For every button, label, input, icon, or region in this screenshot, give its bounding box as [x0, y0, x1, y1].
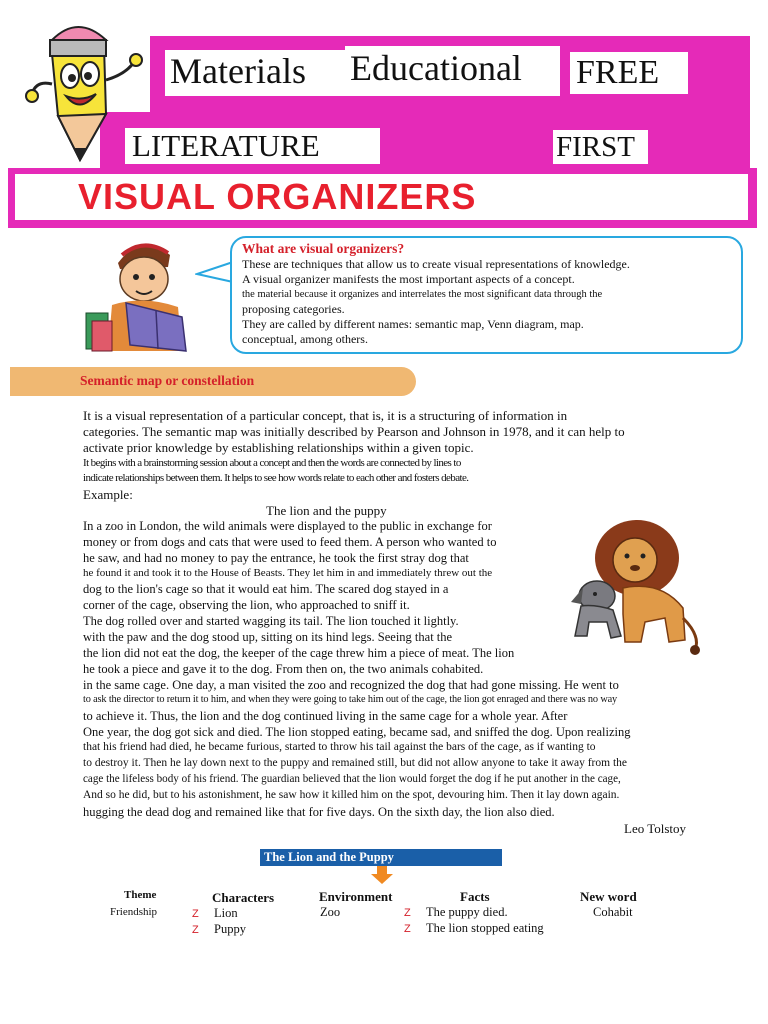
story-line: in the same cage. One day, a man visited the zoo and recognized the dog that had gone missing. He went to — [83, 678, 619, 692]
story-line: cage the lifeless body of his friend. The guardian believed that the lion would forget the dog if he put another in the cage, — [83, 773, 621, 785]
story-line: the lion did not eat the dog, the keeper of the cage threw him a piece of meat. The lion — [83, 646, 515, 660]
story-line: One year, the dog got sick and died. The lion stopped eating, became sad, and sniffed the dog. Upon realizing — [83, 725, 631, 739]
characters-header: Characters — [212, 890, 275, 905]
intro-line: They are called by different names: semantic map, Venn diagram, map. — [242, 317, 584, 331]
story-line: that his friend had died, he became furious, started to throw his tail against the bars of the cage, as if wanting to — [83, 741, 596, 753]
section-line: Example: — [83, 487, 133, 502]
story-line: The dog rolled over and started wagging its tail. The lion touched it lightly. — [83, 614, 459, 628]
story-line: he saw, and had no money to pay the entrance, he took the first stray dog that — [83, 551, 469, 565]
story-line: money or from dogs and cats that were used to feed them. A person who wanted to — [83, 535, 497, 549]
section-line: It begins with a brainstorming session about a concept and then the words are connected by lines to — [83, 457, 461, 469]
bullet-icon: Z — [404, 923, 411, 935]
character-item: Puppy — [214, 922, 246, 936]
fact-item: The puppy died. — [426, 905, 508, 919]
intro-line: conceptual, among others. — [242, 332, 368, 346]
story-line: dog to the lion's cage so that it would eat him. The scared dog stayed in a — [83, 582, 449, 596]
section-line: categories. The semantic map was initially described by Pearson and Johnson in 1978, and it can help to — [83, 424, 625, 439]
section-line: It is a visual representation of a particular concept, that is, it is a structuring of information in — [83, 408, 568, 423]
section-line: activate prior knowledge by establishing relationships within a given topic. — [83, 440, 474, 455]
page-title: VISUAL ORGANIZERS — [78, 176, 477, 217]
environment-header: Environment — [319, 889, 393, 904]
intro-line: proposing categories. — [242, 302, 345, 316]
story-line: he found it and took it to the House of Beasts. They let him in and immediately threw out the — [83, 567, 493, 579]
header-word-literature: LITERATURE — [132, 128, 320, 163]
facts-header: Facts — [460, 889, 490, 904]
organizer-title: The Lion and the Puppy — [260, 849, 502, 866]
bullet-icon: Z — [192, 924, 199, 936]
character-item: Lion — [214, 906, 238, 920]
pencil-mascot-icon — [22, 14, 152, 164]
theme-value: Friendship — [110, 906, 158, 918]
new-word-value: Cohabit — [593, 905, 633, 919]
theme-header: Theme — [124, 889, 157, 901]
down-arrow-icon — [370, 866, 394, 884]
story-line: he took a piece and gave it to the dog. From then on, the two animals cohabited. — [83, 662, 484, 676]
story-line: with the paw and the dog stood up, sitting on its hind legs. Seeing that the — [83, 630, 453, 644]
lion-and-puppy-icon — [565, 518, 710, 658]
story-line: to ask the director to return it to him, and when they were going to take him out of the cage, the lion got enraged and there was no way — [83, 694, 618, 705]
fact-item: The lion stopped eating — [426, 921, 544, 935]
new-word-header: New word — [580, 889, 637, 904]
story-author: Leo Tolstoy — [624, 821, 687, 836]
reading-boy-icon — [82, 233, 202, 358]
intro-line: the material because it organizes and interrelates the most significant data through the — [242, 289, 603, 300]
section-heading: Semantic map or constellation — [80, 373, 255, 388]
story-line: In a zoo in London, the wild animals were displayed to the public in exchange for — [83, 519, 492, 533]
intro-line: These are techniques that allow us to create visual representations of knowledge. — [242, 257, 630, 271]
bubble-tail — [195, 258, 235, 288]
section-line: indicate relationships between them. It helps to see how words relate to each other and fosters debate. — [83, 472, 469, 484]
header-word-free: FREE — [576, 54, 660, 91]
header-word-educational: Educational — [350, 48, 522, 88]
bullet-icon: Z — [404, 907, 411, 919]
header-word-first: FIRST — [556, 131, 635, 163]
story-line: corner of the cage, observing the lion, who approached to sniff it. — [83, 598, 410, 612]
story-title: The lion and the puppy — [266, 503, 387, 518]
bullet-icon: Z — [192, 908, 199, 920]
intro-line: A visual organizer manifests the most important aspects of a concept. — [242, 272, 575, 286]
header-word-materials: Materials — [170, 51, 306, 91]
environment-value: Zoo — [320, 905, 341, 919]
intro-heading: What are visual organizers? — [242, 241, 405, 256]
intro-bubble — [230, 236, 743, 354]
story-line: And so he did, but to his astonishment, he saw how it killed him on the spot, devouring him. Then it lay down again. — [83, 789, 620, 801]
story-line: to destroy it. Then he lay down next to the puppy and remained still, but did not allow anyone to take it away from the — [83, 757, 628, 769]
story-line: to achieve it. Thus, the lion and the dog continued living in the same cage for a whole year. After — [83, 709, 568, 723]
story-line: hugging the dead dog and remained like that for five days. On the sixth day, the lion also died. — [83, 805, 555, 819]
